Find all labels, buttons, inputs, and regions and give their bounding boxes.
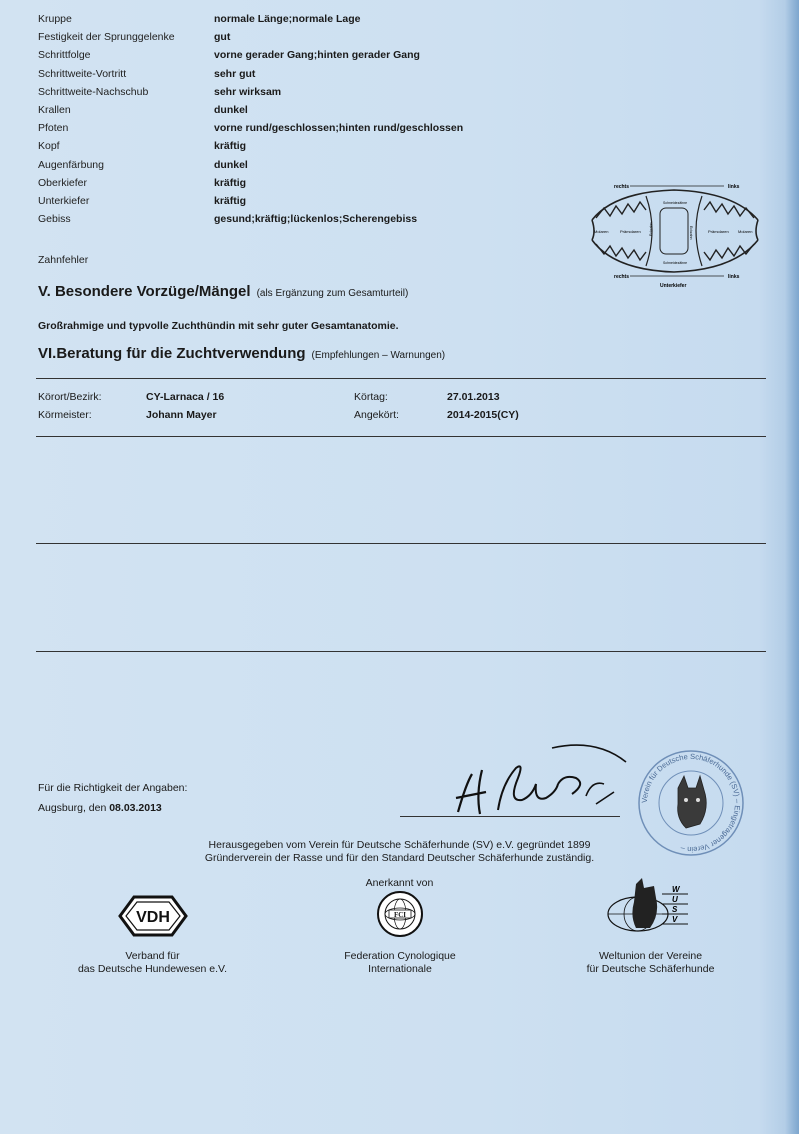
anerkannt-text: Anerkannt von [365,877,434,889]
koertag-value: 27.01.2013 [447,391,500,403]
trait-value: vorne rund/geschlossen;hinten rund/geschlossen [214,122,464,135]
teeth-top-left: rechts [614,184,630,190]
fci-caption-2: Internationale [368,963,432,975]
vdh-caption-2: das Deutsche Hundewesen e.V. [77,963,228,975]
trait-value: vorne gerader Gang;hinten gerader Gang [214,49,420,62]
trait-label: Pfoten [38,122,69,135]
place-date [38,802,162,814]
teeth-eckzahn-right: Eckzahn [689,226,693,240]
trait-label: Festigkeit der Sprunggelenke [38,31,175,44]
hrsg-line-1: Herausgegeben vom Verein für Deutsche Schäferhunde (SV) e.V. gegründet 1899 [208,839,591,851]
hrsg-line-2: Gründerverein der Rasse und für den Standard Deutscher Schäferhunde zuständig. [204,852,595,864]
trait-value: gut [214,31,231,44]
trait-value: sehr gut [214,67,256,80]
section-5-subtitle: (als Ergänzung zum Gesamturteil) [256,288,409,299]
trait-label: Schrittweite-Nachschub [38,85,149,98]
teeth-bottom-right: links [728,274,740,280]
trait-label: Augenfärbung [38,158,104,171]
koertag-label: Körtag: [354,391,388,403]
koerort-value: CY-Larnaca / 16 [146,391,225,403]
signature [446,744,646,824]
teeth-schneidezaehne-bottom: Schneidezähne [663,261,688,265]
koerort-label: Körort/Bezirk: [38,391,102,403]
section-5-title [38,283,408,300]
section-6-subtitle: (Empfehlungen – Warnungen) [311,350,446,361]
vdh-logo-text: VDH [136,909,170,926]
wusv-logo [600,878,690,936]
wusv-letter-u: U [672,895,678,904]
trait-label: Gebiss [38,213,71,226]
trait-label: Unterkiefer [38,195,90,207]
wusv-letter-s: S [672,905,678,914]
stamp-ring-text: Verein für Deutsche Schäferhunde (SV) – Eingetragener Verein – [639,751,743,855]
section-5-heading: V. Besondere Vorzüge/Mängel [38,283,251,300]
teeth-praemolaren-left: Prämolaren [620,229,641,234]
wusv-caption-1: Weltunion der Vereine [598,950,703,962]
trait-value: kräftig [214,176,247,189]
fci-inner-text: FCI [393,911,407,919]
page-edge-shadow [785,0,799,1134]
teeth-praemolaren-right: Prämolaren [708,229,729,234]
trait-value: kräftig [214,140,247,153]
teeth-caption: Unterkiefer [660,283,687,289]
vdh-caption [50,950,255,976]
wusv-letter-v: V [672,915,678,924]
divider-1 [36,378,766,379]
divider-2 [36,436,766,437]
place-date-value: 08.03.2013 [109,802,162,814]
wusv-letter-w: W [672,885,680,894]
teeth-top-right: links [728,184,740,190]
section-6-title [38,345,445,362]
teeth-eckzahn-left: Eckzahn [649,222,653,236]
trait-value: dunkel [214,158,248,171]
place-date-prefix: Augsburg, den [38,802,110,814]
koermeister-label: Körmeister: [38,409,92,421]
trait-value: kräftig [214,195,247,207]
trait-value: normale Länge;normale Lage [214,13,361,25]
koermeister-value: Johann Mayer [146,409,217,421]
angekoert-label: Angekört: [354,409,399,421]
vdh-logo [118,895,188,937]
section-6-heading: VI.Beratung für die Zuchtverwendung [38,345,306,362]
trait-label: Kopf [38,140,60,153]
richtigkeit-text: Für die Richtigkeit der Angaben: [38,782,188,794]
fci-caption [300,950,500,976]
vdh-caption-1: Verband für [125,950,180,962]
signature-line [400,816,620,817]
trait-label: Schrittfolge [38,49,91,62]
trait-label: Kruppe [38,13,72,25]
angekoert-value: 2014-2015(CY) [447,409,519,421]
section-5-text: Großrahmige und typvolle Zuchthündin mit sehr guter Gesamtanatomie. [38,320,399,332]
fci-caption-1: Federation Cynologique [344,950,456,962]
trait-value: sehr wirksam [214,85,282,98]
trait-label: Schrittweite-Vortritt [38,67,127,80]
trait-label: Oberkiefer [38,176,88,189]
divider-3 [36,543,766,544]
trait-value: dunkel [214,104,248,116]
divider-4 [36,651,766,652]
teeth-bottom-left: rechts [614,274,630,280]
teeth-diagram [574,178,774,290]
trait-value: gesund;kräftig;lückenlos;Scherengebiss [214,213,418,226]
trait-label: Krallen [38,104,71,116]
teeth-schneidezaehne-top: Schneidezähne [663,201,688,205]
fci-logo [376,890,424,938]
wusv-caption-2: für Deutsche Schäferhunde [586,963,715,975]
teeth-molaren-left: Molaren [594,229,609,234]
wusv-caption [548,950,753,976]
zahnfehler-label: Zahnfehler [38,254,89,266]
teeth-molaren-right: Molaren [738,229,753,234]
